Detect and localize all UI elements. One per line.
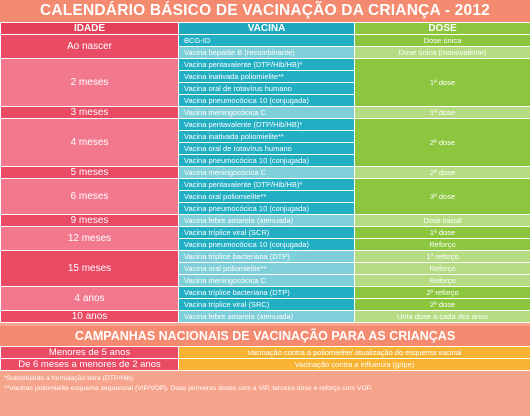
- dose-cell: 2ª dose: [355, 299, 530, 311]
- vaccine-cell: Vacina pneumocócica 10 (conjugada): [179, 203, 355, 215]
- dose-cell: 1ª dose: [355, 227, 530, 239]
- age-cell: Ao nascer: [1, 35, 179, 59]
- age-cell: 5 meses: [1, 167, 179, 179]
- dose-cell: 1ª dose: [355, 59, 530, 107]
- vaccine-cell: Vacina febre amarela (atenuada): [179, 311, 355, 323]
- vaccine-cell: Vacina hepatite B (recombinante): [179, 47, 355, 59]
- page-title: CALENDÁRIO BÁSICO DE VACINAÇÃO DA CRIANÇA - 2012: [0, 0, 530, 22]
- table-row: [1, 59, 530, 71]
- table-row: [1, 179, 530, 191]
- age-cell: 2 meses: [1, 59, 179, 107]
- dose-cell: 2º reforço: [355, 287, 530, 299]
- campaign-age: De 6 meses a menores de 2 anos: [1, 359, 179, 371]
- vaccine-cell: Vacina meningocócica C: [179, 107, 355, 119]
- vaccination-table: [0, 22, 530, 323]
- header-dose: DOSE: [355, 23, 530, 35]
- table-row: [1, 167, 530, 179]
- dose-cell: Dose única (monovalente): [355, 47, 530, 59]
- dose-cell: Uma dose a cada dez anos: [355, 311, 530, 323]
- age-cell: 4 meses: [1, 119, 179, 167]
- vaccine-cell: Vacina inativada poliomielite**: [179, 131, 355, 143]
- age-cell: 6 meses: [1, 179, 179, 215]
- campaign-row: [1, 347, 530, 359]
- age-cell: 4 anos: [1, 287, 179, 311]
- campaign-age: Menores de 5 anos: [1, 347, 179, 359]
- vaccine-cell: Vacina tríplice bacteriana (DTP): [179, 287, 355, 299]
- footnote: *Substituindo a formulação tetra (DTP/Hib).: [4, 375, 135, 382]
- campaigns-table: [0, 346, 530, 371]
- vaccine-cell: Vacina pentavalente (DTP/Hib/HB)*: [179, 119, 355, 131]
- dose-cell: 1ª dose: [355, 107, 530, 119]
- vaccine-cell: Vacina pneumocócica 10 (conjugada): [179, 95, 355, 107]
- vaccine-cell: Vacina inativada poliomielite**: [179, 71, 355, 83]
- table-row: [1, 215, 530, 227]
- vaccine-cell: BCG-ID: [179, 35, 355, 47]
- table-row: [1, 227, 530, 239]
- dose-cell: 1º reforço: [355, 251, 530, 263]
- campaign-description: Vacinação contra a poliomielite/ atualização do esquema vacinal: [179, 347, 530, 359]
- dose-cell: Reforço: [355, 239, 530, 251]
- dose-cell: Dose única: [355, 35, 530, 47]
- dose-cell: 2ª dose: [355, 119, 530, 167]
- table-row: [1, 119, 530, 131]
- table-header-row: [1, 23, 530, 35]
- footnote: **Vacinas poliomielite esquema sequencial (VIP/VOP). Duas pirmeiras doses com a VIP, terceira dose e reforço com VOP.: [4, 385, 373, 392]
- campaign-row: [1, 359, 530, 371]
- table-row: [1, 35, 530, 47]
- vaccine-cell: Vacina tríplice bacteriana (DTP): [179, 251, 355, 263]
- vaccine-cell: Vacina oral de rotavírus humano: [179, 143, 355, 155]
- dose-cell: Reforço: [355, 263, 530, 275]
- vaccine-cell: Vacina oral poliomielite**: [179, 191, 355, 203]
- dose-cell: 2ª dose: [355, 167, 530, 179]
- age-cell: 10 anos: [1, 311, 179, 323]
- table-row: [1, 107, 530, 119]
- age-cell: 15 meses: [1, 251, 179, 287]
- age-cell: 9 meses: [1, 215, 179, 227]
- vaccine-cell: Vacina febre amarela (atenuada): [179, 215, 355, 227]
- campaign-description: Vacinação contra a influenza (gripe): [179, 359, 530, 371]
- vaccine-cell: Vacina oral poliomielite**: [179, 263, 355, 275]
- dose-cell: 3ª dose: [355, 179, 530, 215]
- age-cell: 12 meses: [1, 227, 179, 251]
- header-vaccine: VACINA: [179, 23, 355, 35]
- age-cell: 3 meses: [1, 107, 179, 119]
- vaccine-cell: Vacina tríplice viral (SRC): [179, 299, 355, 311]
- table-row: [1, 311, 530, 323]
- header-age: IDADE: [1, 23, 179, 35]
- table-row: [1, 251, 530, 263]
- vaccine-cell: Vacina pentavalente (DTP/Hib/HB)*: [179, 179, 355, 191]
- vaccine-cell: Vacina tríplice viral (SCR): [179, 227, 355, 239]
- vaccine-cell: Vacina pneumocócica 10 (conjugada): [179, 155, 355, 167]
- vaccine-cell: Vacina meningocócica C: [179, 167, 355, 179]
- campaigns-title: CAMPANHAS NACIONAIS DE VACINAÇÃO PARA AS CRIANÇAS: [0, 326, 530, 346]
- table-row: [1, 287, 530, 299]
- footnotes: [0, 371, 530, 394]
- vaccine-cell: Vacina meningocócica C: [179, 275, 355, 287]
- vaccine-cell: Vacina oral de rotavírus humano: [179, 83, 355, 95]
- dose-cell: Reforço: [355, 275, 530, 287]
- vaccine-cell: Vacina pentavalente (DTP/Hib/HB)*: [179, 59, 355, 71]
- dose-cell: Dose inicial: [355, 215, 530, 227]
- vaccine-cell: Vacina pneumocócica 10 (conjugada): [179, 239, 355, 251]
